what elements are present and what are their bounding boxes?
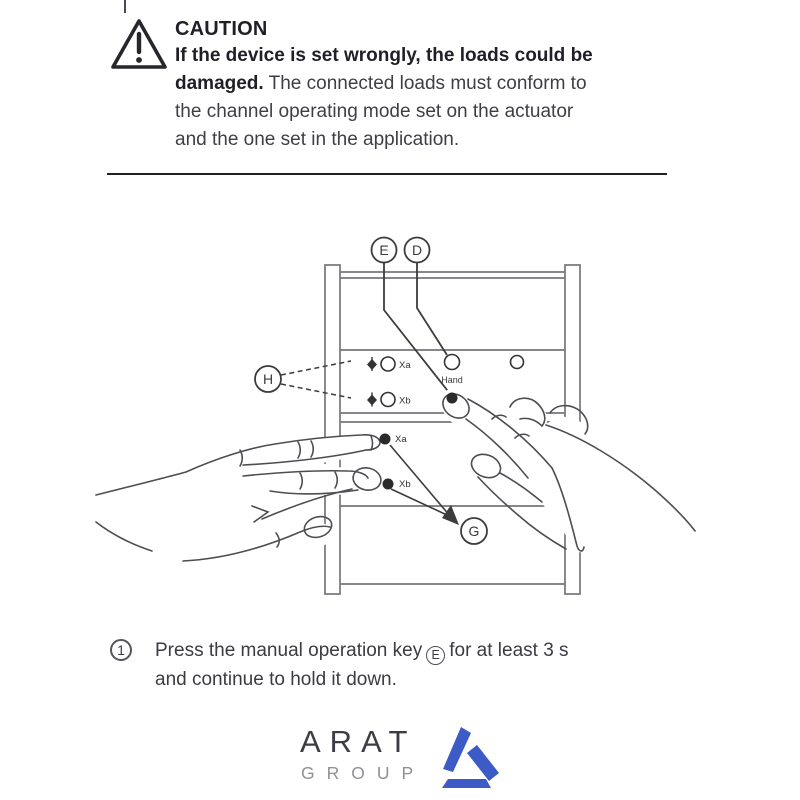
- key-e-badge: E: [426, 646, 445, 665]
- svg-text:E: E: [379, 242, 389, 258]
- caution-line: damaged. The connected loads must conform to: [175, 73, 587, 94]
- callout-e: [372, 238, 397, 263]
- device-diagram: [95, 226, 710, 610]
- key-xa-label: Xa: [395, 434, 407, 445]
- led-xb-label: Xb: [399, 395, 411, 407]
- led-xa-label: Xa: [399, 360, 411, 371]
- caution-heading: CAUTION: [175, 18, 268, 40]
- callout-h: [255, 366, 281, 392]
- callout-d: [405, 238, 430, 263]
- warning-triangle-icon: [109, 16, 169, 76]
- manual-operation-key: [447, 393, 458, 404]
- svg-text:D: D: [411, 242, 423, 258]
- hand-led-circle: [445, 355, 460, 370]
- step-text: Press the manual operation key E for at least 3 s and continue to hold it down.: [155, 640, 569, 690]
- svg-text:G: G: [468, 523, 480, 539]
- caution-section: [107, 12, 669, 154]
- prog-led-circle: [511, 356, 524, 369]
- caution-line: If the device is set wrongly, the loads could be: [175, 45, 593, 66]
- divider-rule: [107, 173, 667, 175]
- svg-text:H: H: [262, 371, 274, 387]
- key-xa: [380, 434, 391, 445]
- caution-line: the channel operating mode set on the actuator: [175, 101, 574, 122]
- led-xa-circle: [381, 357, 395, 371]
- caution-text: [175, 16, 669, 154]
- step-number-badge: 1: [110, 639, 132, 661]
- brand-subtitle: GROUP: [301, 763, 426, 783]
- callout-lines: [281, 263, 451, 398]
- key-xb: [383, 479, 394, 490]
- led-xb-circle: [381, 393, 395, 407]
- brand-name: ARAT: [300, 724, 417, 759]
- brand-logo-triangle: [437, 718, 505, 796]
- caution-line: and the one set in the application.: [175, 129, 460, 150]
- key-xb-label: Xb: [399, 479, 411, 490]
- hand-led-label: Hand: [441, 375, 463, 385]
